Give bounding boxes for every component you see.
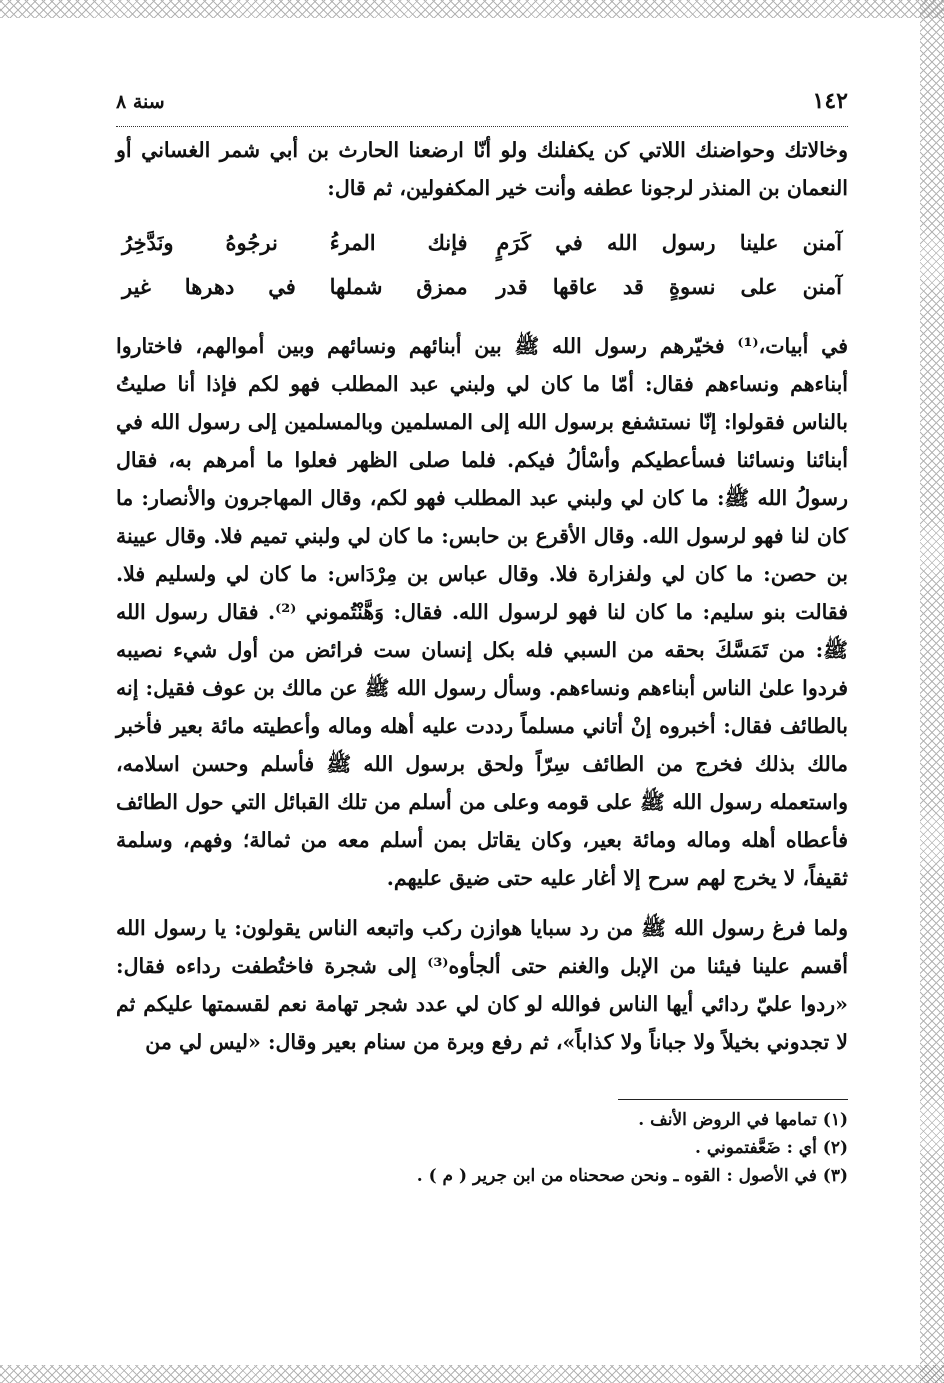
poem-hemistich-right: آمنن على نسوةٍ قد عاقها قدر xyxy=(496,274,842,299)
poem-line xyxy=(116,221,848,265)
decorative-border-top xyxy=(0,0,944,18)
poem-line xyxy=(116,265,848,309)
poem-block xyxy=(116,221,848,309)
book-page xyxy=(116,88,848,1190)
last-paragraph: ولما فرغ رسول الله ﷺ من رد سبايا هوازن ركب واتبعه الناس يقولون: يا رسول الله أقسم علينا فيئنا من الإبل والغنم حتى ألجأوه⁽³⁾ إلى شجرة فاختُطفت رداءه فقال: «ردوا عليّ ردائي أيها الناس فوالله لو كان لي عدد شجر تهامة نعم لقسمتها عليكم ثم لا تجدوني بخيلاً ولا جباناً ولا كذاباً»، ثم رفع وبرة من سنام بعير وقال: «ليس لي من xyxy=(116,916,848,1054)
page-number: ١٤٢ xyxy=(812,88,848,114)
footnote-divider xyxy=(618,1099,848,1100)
main-paragraph: في أبيات،⁽¹⁾ فخيّرهم رسول الله ﷺ بين أبنائهم ونسائهم وبين أموالهم، فاختاروا أبناءهم ونساءهم فقال: أمّا ما كان لي ولبني عبد المطلب فهو لكم فإذا أنا صليتُ بالناس فقولوا: إنّا نستشفع برسول الله إلى المسلمين وبالمسلمين إلى رسول الله في أبنائنا ونسائنا فسأعطيكم وأسْألُ فيكم. فلما صلى الظهر فعلوا ما أمرهم به، فقال رسولُ الله ﷺ: ما كان لي ولبني عبد المطلب فهو لكم، وقال المهاجرون والأنصار: ما كان لنا فهو لرسول الله. وقال الأقرع بن حابس: ما كان لي ولبني تميم فلا. وقال عيينة بن حصن: ما كان لي ولفزارة فلا. وقال عباس بن مِرْدَاس: ما كان لي ولسليم فلا. فقالت بنو سليم: ما كان لنا فهو لرسول الله. فقال: وَهَّنْتُموني ⁽²⁾. فقال رسول الله ﷺ: من تَمَسَّكَ بحقه من السبي فله بكل إنسان ست فرائض من أول شيء نصيبه فردوا علىٰ الناس أبناءهم ونساءهم. وسأل رسول الله ﷺ عن مالك بن عوف فقيل: إنه بالطائف فقال: أخبروه إنْ أتاني مسلماً رددت عليه أهله وماله وأعطيته مائة بعير فأخبر مالك بذلك فخرج من الطائف سِرّاً ولحق برسول الله ﷺ فأسلم وحسن اسلامه، واستعمله رسول الله ﷺ على قومه وعلى من أسلم من تلك القبائل التي حول الطائف فأعطاه أهله وماله ومائة بعير، وكان يقاتل بمن أسلم معه من ثمالة؛ وفهم، وسلمة ثقيفاً، لا يخرج لهم سرح إلا أغار عليه حتى ضيق عليهم. xyxy=(116,334,848,890)
intro-paragraph: وخالاتك وحواضنك اللاتي كن يكفلنك ولو أنّا ارضعنا الحارث بن أبي شمر الغساني أو النعمان بن المنذر لرجونا عطفه وأنت خير المكفولين، ثم قال: xyxy=(116,138,848,200)
poem-hemistich-left: فإنك المرءُ نرجُوهُ ونَدَّخِرُ xyxy=(122,230,468,255)
poem-hemistich-left: ممزق شملها في دهرها غير xyxy=(122,274,468,299)
footnote-1: (١) تمامها في الروض الأنف . xyxy=(638,1110,848,1130)
decorative-border-right xyxy=(920,0,944,1383)
running-header xyxy=(116,88,848,127)
decorative-border-bottom xyxy=(0,1365,944,1383)
poem-hemistich-right: آمنن علينا رسول الله في كَرَمٍ xyxy=(496,230,842,255)
footnote-3: (٣) في الأصول : القوه ـ ونحن صححناه من ابن جرير ( م ) . xyxy=(416,1166,848,1186)
section-label: سنة ٨ xyxy=(116,91,165,113)
footnote-2: (٢) أي : ضَعَّفتموني . xyxy=(694,1138,848,1158)
